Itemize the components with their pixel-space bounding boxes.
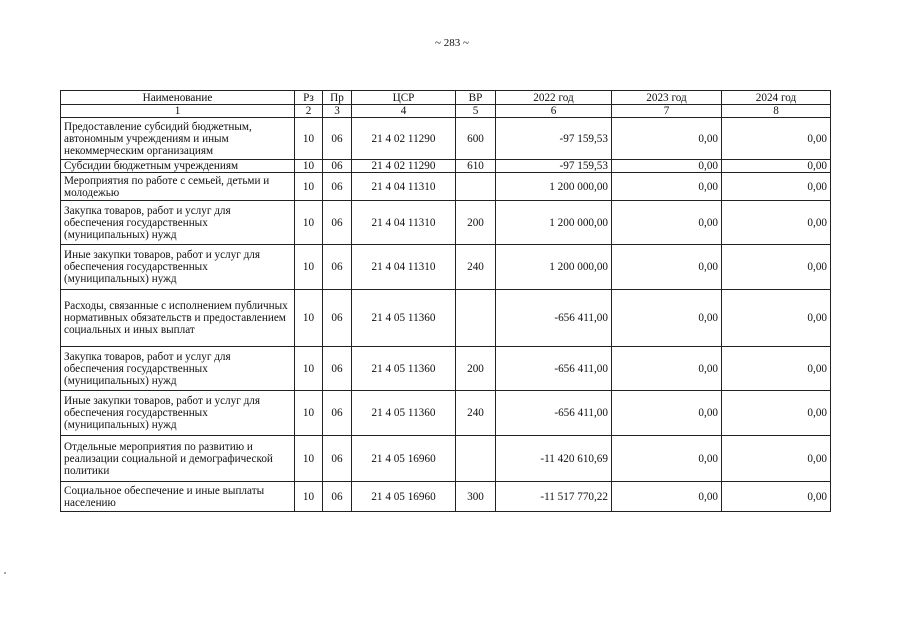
row-name: Расходы, связанные с исполнением публичных нормативных обязательств и предоставлением социальных и иных выплат bbox=[61, 290, 295, 347]
table-row bbox=[61, 160, 831, 173]
row-2022: -11 420 610,69 bbox=[496, 436, 612, 482]
row-vr bbox=[456, 436, 496, 482]
row-2024: 0,00 bbox=[722, 160, 831, 173]
row-csr: 21 4 02 11290 bbox=[352, 118, 456, 160]
row-csr: 21 4 05 16960 bbox=[352, 482, 456, 512]
row-pr: 06 bbox=[323, 245, 352, 290]
row-2024: 0,00 bbox=[722, 201, 831, 245]
row-2022: -656 411,00 bbox=[496, 347, 612, 391]
row-name: Субсидии бюджетным учреждениям bbox=[61, 160, 295, 173]
row-rz: 10 bbox=[295, 118, 323, 160]
row-2022: 1 200 000,00 bbox=[496, 201, 612, 245]
row-2024: 0,00 bbox=[722, 482, 831, 512]
column-header-2022: 2022 год bbox=[496, 91, 612, 105]
column-header-name: Наименование bbox=[61, 91, 295, 105]
table-row bbox=[61, 347, 831, 391]
column-header-csr: ЦСР bbox=[352, 91, 456, 105]
row-2023: 0,00 bbox=[612, 347, 722, 391]
column-header-vr: ВР bbox=[456, 91, 496, 105]
column-index: 2 bbox=[295, 105, 323, 118]
row-name: Мероприятия по работе с семьей, детьми и молодежью bbox=[61, 173, 295, 201]
row-vr bbox=[456, 290, 496, 347]
row-name: Иные закупки товаров, работ и услуг для обеспечения государственных (муниципальных) нужд bbox=[61, 391, 295, 436]
row-csr: 21 4 05 16960 bbox=[352, 436, 456, 482]
column-index: 7 bbox=[612, 105, 722, 118]
row-2023: 0,00 bbox=[612, 201, 722, 245]
row-2022: -656 411,00 bbox=[496, 290, 612, 347]
column-index: 5 bbox=[456, 105, 496, 118]
table-row bbox=[61, 391, 831, 436]
row-2023: 0,00 bbox=[612, 245, 722, 290]
row-pr: 06 bbox=[323, 436, 352, 482]
column-index-row bbox=[61, 105, 831, 118]
row-pr: 06 bbox=[323, 173, 352, 201]
table-row bbox=[61, 482, 831, 512]
table-row bbox=[61, 245, 831, 290]
row-name: Иные закупки товаров, работ и услуг для обеспечения государственных (муниципальных) нужд bbox=[61, 245, 295, 290]
row-rz: 10 bbox=[295, 436, 323, 482]
row-2022: -11 517 770,22 bbox=[496, 482, 612, 512]
row-csr: 21 4 05 11360 bbox=[352, 347, 456, 391]
row-name: Социальное обеспечение и иные выплаты населению bbox=[61, 482, 295, 512]
row-pr: 06 bbox=[323, 391, 352, 436]
row-2022: -656 411,00 bbox=[496, 391, 612, 436]
column-index: 4 bbox=[352, 105, 456, 118]
row-vr bbox=[456, 173, 496, 201]
row-vr: 240 bbox=[456, 245, 496, 290]
column-header-pr: Пр bbox=[323, 91, 352, 105]
row-pr: 06 bbox=[323, 347, 352, 391]
row-name: Закупка товаров, работ и услуг для обеспечения государственных (муниципальных) нужд bbox=[61, 347, 295, 391]
row-2022: -97 159,53 bbox=[496, 160, 612, 173]
table-row bbox=[61, 436, 831, 482]
row-2023: 0,00 bbox=[612, 290, 722, 347]
row-vr: 600 bbox=[456, 118, 496, 160]
row-rz: 10 bbox=[295, 482, 323, 512]
row-name: Отдельные мероприятия по развитию и реализации социальной и демографической политики bbox=[61, 436, 295, 482]
row-pr: 06 bbox=[323, 118, 352, 160]
column-index: 1 bbox=[61, 105, 295, 118]
row-rz: 10 bbox=[295, 160, 323, 173]
row-vr: 300 bbox=[456, 482, 496, 512]
row-vr: 240 bbox=[456, 391, 496, 436]
column-index: 6 bbox=[496, 105, 612, 118]
row-name: Закупка товаров, работ и услуг для обеспечения государственных (муниципальных) нужд bbox=[61, 201, 295, 245]
row-rz: 10 bbox=[295, 391, 323, 436]
row-2023: 0,00 bbox=[612, 118, 722, 160]
row-rz: 10 bbox=[295, 201, 323, 245]
row-rz: 10 bbox=[295, 290, 323, 347]
table-row bbox=[61, 118, 831, 160]
row-name: Предоставление субсидий бюджетным, автономным учреждениям и иным некоммерческим организациям bbox=[61, 118, 295, 160]
column-header-2024: 2024 год bbox=[722, 91, 831, 105]
row-pr: 06 bbox=[323, 482, 352, 512]
row-csr: 21 4 05 11360 bbox=[352, 391, 456, 436]
table-row bbox=[61, 173, 831, 201]
budget-table bbox=[60, 90, 831, 512]
table-row bbox=[61, 201, 831, 245]
row-csr: 21 4 04 11310 bbox=[352, 245, 456, 290]
row-pr: 06 bbox=[323, 160, 352, 173]
row-2023: 0,00 bbox=[612, 391, 722, 436]
column-header-rz: Рз bbox=[295, 91, 323, 105]
row-2024: 0,00 bbox=[722, 245, 831, 290]
row-pr: 06 bbox=[323, 290, 352, 347]
row-vr: 200 bbox=[456, 201, 496, 245]
row-2022: -97 159,53 bbox=[496, 118, 612, 160]
row-pr: 06 bbox=[323, 201, 352, 245]
row-2024: 0,00 bbox=[722, 173, 831, 201]
row-vr: 610 bbox=[456, 160, 496, 173]
row-2024: 0,00 bbox=[722, 290, 831, 347]
row-csr: 21 4 05 11360 bbox=[352, 290, 456, 347]
row-2024: 0,00 bbox=[722, 391, 831, 436]
row-csr: 21 4 02 11290 bbox=[352, 160, 456, 173]
table-row bbox=[61, 290, 831, 347]
column-header-2023: 2023 год bbox=[612, 91, 722, 105]
row-rz: 10 bbox=[295, 347, 323, 391]
row-2023: 0,00 bbox=[612, 160, 722, 173]
row-2023: 0,00 bbox=[612, 482, 722, 512]
row-2024: 0,00 bbox=[722, 118, 831, 160]
row-2023: 0,00 bbox=[612, 436, 722, 482]
row-rz: 10 bbox=[295, 245, 323, 290]
scan-speck bbox=[4, 572, 6, 574]
column-index: 3 bbox=[323, 105, 352, 118]
row-2024: 0,00 bbox=[722, 436, 831, 482]
row-vr: 200 bbox=[456, 347, 496, 391]
row-2024: 0,00 bbox=[722, 347, 831, 391]
table-header-row bbox=[61, 91, 831, 105]
row-csr: 21 4 04 11310 bbox=[352, 201, 456, 245]
row-2022: 1 200 000,00 bbox=[496, 245, 612, 290]
page-number: ~ 283 ~ bbox=[435, 37, 469, 49]
row-2023: 0,00 bbox=[612, 173, 722, 201]
row-rz: 10 bbox=[295, 173, 323, 201]
row-csr: 21 4 04 11310 bbox=[352, 173, 456, 201]
column-index: 8 bbox=[722, 105, 831, 118]
row-2022: 1 200 000,00 bbox=[496, 173, 612, 201]
